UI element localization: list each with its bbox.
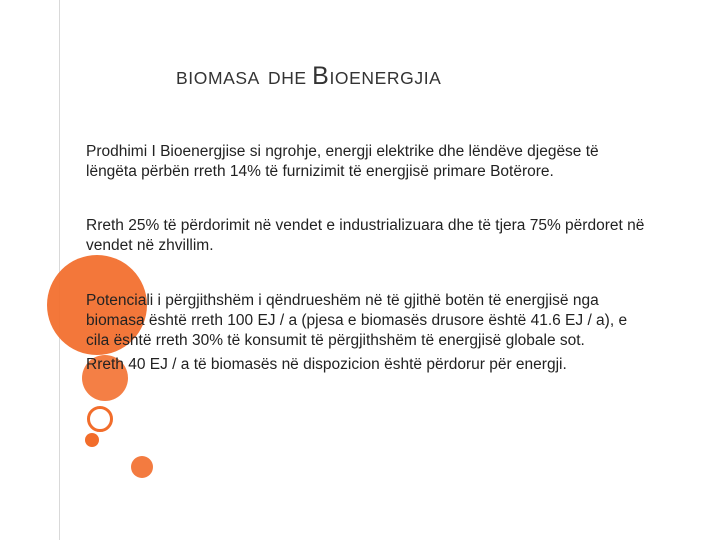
- slide-title: [176, 62, 441, 91]
- slide-body: [86, 142, 646, 375]
- title-capital-letter: B: [312, 62, 330, 90]
- paragraph-4: Rreth 40 EJ / a të biomasës në dispozicion është përdorur për energji.: [86, 356, 567, 373]
- title-word-3-rest: IOENERGJIA: [329, 68, 442, 88]
- paragraph-2: Rreth 25% të përdorimit në vendet e industrializuara dhe të tjera 75% përdoret në vendet në zhvillim.: [86, 217, 645, 254]
- paragraph-3: Potenciali i përgjithshëm i qëndrueshëm në të gjithë botën të energjisë nga biomasa është rreth 100 EJ / a (pjesa e biomasës drusore është 41.6 EJ / a), e cila është rreth 30% të konsumit të përgjithshëm të energjisë globale sot.: [86, 292, 628, 349]
- decorative-dot: [85, 433, 99, 447]
- title-word-1: BIOMASA: [176, 68, 260, 88]
- paragraph-1: Prodhimi I Bioenergjise si ngrohje, energji elektrike dhe lëndëve djegëse të lëngëta përbën rreth 14% të furnizimit të energjisë primare Botërore.: [86, 143, 599, 180]
- decorative-ring: [87, 406, 113, 432]
- title-word-2: DHE: [267, 68, 307, 88]
- decorative-circle-small: [131, 456, 153, 478]
